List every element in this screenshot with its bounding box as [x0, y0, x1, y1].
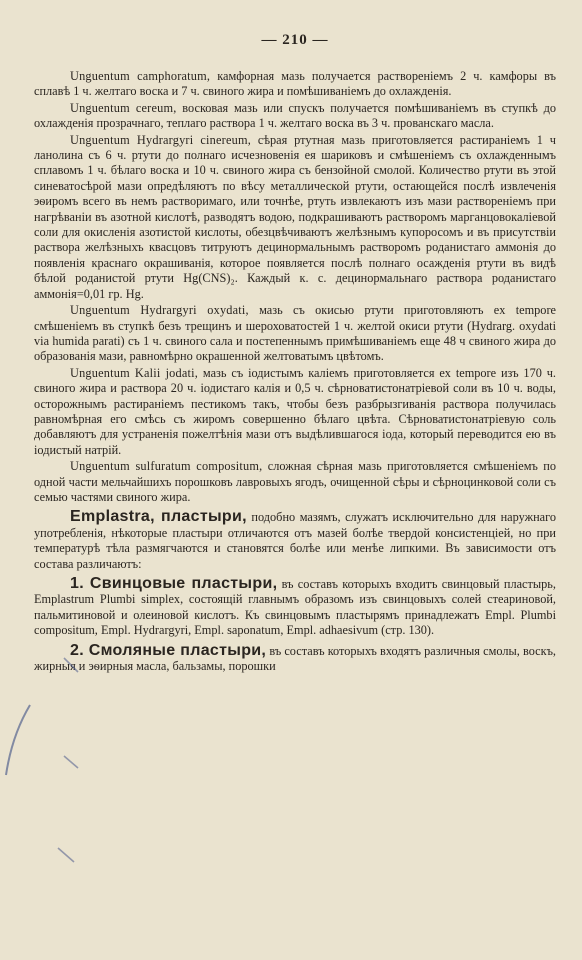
paragraph-unguentum-hydrargyri-oxydati: [34, 303, 556, 365]
latin-term: Unguentum Hydrargyri cinereum,: [70, 132, 252, 147]
pencil-stroke: [64, 756, 78, 768]
paragraph-unguentum-kalii-jodati: [34, 366, 556, 458]
section-text: подобно мазямъ, служатъ исключительно для наружнаго употребленiя, нѣкоторые пластыри отличаются отъ мазей болѣе твердой консистенцiей, но при температурѣ тѣла размягчаются и становятся болѣе или менѣе липкими. Въ зависимости отъ состава различаютъ:: [34, 510, 557, 571]
latin-term: Unguentum sulfuratum compositum,: [70, 459, 263, 474]
section-resin-plasters: [34, 643, 556, 675]
paragraph-text: сѣрая ртутная мазь приготовляется растиранiемъ 1 ч ланолина съ 6 ч. ртути до полнаго исчезновенiя ея шариковъ и смѣшенiемъ съ охлажденнымъ сплавомъ 1 ч. бѣлаго воска и 10 ч. свиного жира съ бензойной смолой. Количество ртути въ этой синеватосѣрой мази опредѣляютъ по вѣсу металлической ртути, остающейся послѣ извлеченiя эѳиромъ всего въ немъ растворимаго, или точнѣе, ртуть извлекаютъ изъ мази растворенiемъ при нагрѣванiи въ азотной кислотѣ, разводятъ водою, подкрашиваютъ растворомъ марганцовокалiевой соли для окисленiя азотистой кислоты, обезцвѣчиваютъ желѣзнымъ купоросомъ и въ присутствiи раствора желѣзныхъ квасцовъ титруютъ децинормальнымъ растворомъ роданистаго аммонiя до появленiя краснаго окрашиванiя, которое появляется послѣ полнаго осажденiя ртути въ видѣ бѣлой роданистой ртути Hg(CNS)₂. Каждый к. с. децинормальнаго раствора роданистаго аммонiя=0,01 гр. Hg.: [34, 132, 556, 301]
latin-term: Unguentum Hydrargyri oxydati,: [70, 303, 249, 318]
paragraph-text: сложная сѣрная мазь приготовляется смѣшенiемъ по одной части мельчайшихъ порошковъ лавровыхъ ягодъ, очищенной сѣры и сѣрноцинковой соли съ семью частями свиного жира.: [34, 459, 556, 504]
pencil-stroke: [58, 848, 74, 862]
latin-term: Unguentum camphoratum,: [70, 69, 211, 83]
latin-term: Unguentum Kalii jodati,: [70, 365, 199, 380]
section-heading: Emplastra, пластыри,: [70, 508, 247, 526]
section-heading: 2. Смоляные пластыри,: [70, 641, 267, 659]
paragraph-text: восковая мазь или спускъ получается помѣшиванiемъ въ ступкѣ до охлажденiя прозрачнаго, теплаго раствора 1 ч. желтаго воска въ 3 ч. прованскаго масла.: [34, 100, 557, 131]
paragraph-text: мазь съ iодистымъ калiемъ приготовляется ex tempore изъ 170 ч. свиного жира и раствора 20 ч. iодистаго калiя и 0,5 ч. сѣрноватистонатрiевой соли въ 10 ч. воды, осторожнымъ растиранiемъ пестикомъ такъ, чтобы безъ разбрызгиванiя раствора получилась равномѣрная его смѣсь съ жиромъ совершенно бѣлаго цвѣта. Сѣрноватистонатрiевую соль добавляютъ для устраненiя пожелтѣнiя мази отъ выдѣлившагося iода, который переводится ею въ iодистый натрiй.: [34, 365, 556, 457]
section-lead-plasters: [34, 576, 556, 639]
paragraph-unguentum-cereum: [34, 101, 556, 132]
section-text: въ составъ которыхъ входятъ различныя смолы, воскъ, жирныя и эѳирныя масла, бальзамы, порошки: [34, 643, 557, 674]
paragraph-text: камфорная мазь получается растворенiемъ 2 ч. камфоры въ сплавѣ 1 ч. желтаго воска и 7 ч. свиного жира и помѣшиванiемъ до охлажденiя.: [34, 69, 556, 99]
paragraph-text: мазь съ окисью ртути приготовляютъ ex tempore смѣшенiемъ въ ступкѣ безъ трещинъ и шероховатостей 1 ч. желтой окиси ртути (Hydrarg. oxydati via humida parati) съ 1 ч. свиного сала и постепеннымъ примѣшиванiемъ еще 48 ч свиного жира до образованiя мази, равномѣрно окрашенной желтоватымъ цвѣтомъ.: [34, 303, 556, 364]
page-number: — 210 —: [261, 32, 329, 48]
pencil-stroke: [6, 705, 30, 775]
paragraph-unguentum-sulfuratum: [34, 459, 556, 505]
paragraph-unguentum-camphoratum: [34, 69, 556, 100]
section-heading: 1. Свинцовые пластыри,: [70, 575, 278, 592]
paragraph-unguentum-hydrargyri-cinereum: [34, 133, 556, 302]
section-emplastra: [34, 509, 556, 572]
section-text: въ составъ которыхъ входитъ свинцовый пластырь, Emplastrum Plumbi simplex, состоящiй главнымъ образомъ изъ свинцовыхъ солей стеариновой, пальмитиновой и олеиновой кислотъ. Къ свинцовымъ пластырямъ принадлежатъ Empl. Plumbi compositum, Empl. Hydrargyri, Empl. saponatum, Empl. adhaesivum (стр. 130).: [34, 577, 556, 638]
latin-term: Unguentum cereum,: [70, 100, 177, 115]
